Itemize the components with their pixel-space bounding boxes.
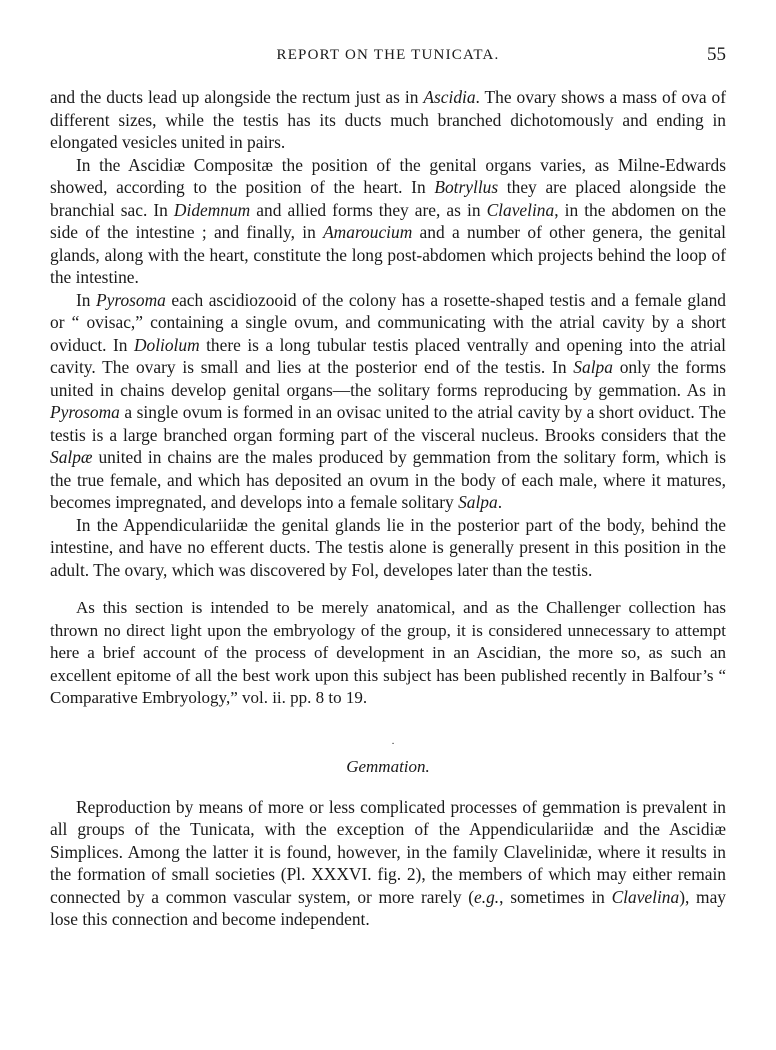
text-run: only the forms united in chains develop genital organs—the solitary forms reproducing by gemmation. As in [50,357,726,400]
text-run: a single ovum is formed in an ovisac united to the atrial cavity by a short oviduct. The testis is a large branched organ forming part of the visceral nucleus. Brooks considers that the [50,402,726,445]
italic-term: Pyrosoma [95,289,166,310]
italic-term: Ascidia [423,87,476,107]
italic-term: Salpa [573,357,613,377]
text-run: and a number of other genera, the genital glands, along with the heart, constitute the long post-abdomen which projects behind the loop of the intestine. [50,222,726,287]
text-run: , in the abdomen on the side of the intestine ; and finally, in [50,199,727,242]
text-run: ), may lose this connection and become independent. [50,886,726,929]
text-run: each ascidiozooid of the colony has a rosette-shaped testis and a female gland or “ ovisac,” containing a single ovum, and communicating with the atrial cavity by a short oviduct. In [50,289,726,355]
section-gap [50,710,726,740]
separator-mark: · [391,738,395,750]
text-run: In the Ascidiæ Compositæ the position of the genital organs varies, as Milne-Edwards showed, according to the position of the heart. In [50,154,726,197]
text-run: united in chains are the males produced by gemmation from the solitary form, which is the true female, and which has deposited an ovum in the body of each male, where it matures, becomes impregnated, and develops into a female solitary [50,447,726,512]
italic-term: Amaroucium [323,222,413,242]
italic-term: Doliolum [133,334,200,355]
text-run: In the Appendiculariidæ the genital glands lie in the posterior part of the body, behind the intestine, and have no efferent ducts. The testis alone is generally present in this position in the adult. The ovary, which was discovered by Fol, developes later than the testis. [50,514,726,580]
italic-term: e.g. [474,886,500,907]
paragraph-gemmation [50,796,726,931]
body-text [50,86,726,931]
italic-term: Didemnum [173,199,251,220]
italic-term: Clavelina [611,886,680,907]
page-number: 55 [707,44,726,65]
text-run: , sometimes in [499,886,612,907]
italic-term: Pyrosoma [50,402,120,422]
italic-term: Salpæ [50,447,93,467]
text-run: . [497,492,503,512]
italic-term: Botryllus [434,177,499,197]
paragraph-appendiculariidae [50,514,726,582]
text-run: they are placed alongside the branchial sac. In [50,177,726,220]
italic-term: Clavelina [486,199,555,220]
italic-term: Salpa [458,492,498,512]
text-run: and allied forms they are, as in [250,199,487,220]
section-heading-gemmation: Gemmation. [346,756,430,776]
paragraph-ducts [50,86,726,154]
text-run: As this section is intended to be merely anatomical, and as the Challenger collection has thrown no direct light upon the embryology of the group, it is considered unnecessary to attempt here a brief account of the process of development in an Ascidian, the more so, as such an excellent epitome of all the best work upon this subject has been published recently in Balfour’s “ Comparative Embryology,” vol. ii. pp. 8 to 19. [50,598,726,707]
paragraph-pyrosoma [50,289,726,514]
paragraph-ascidiae-compositae [50,154,726,289]
running-header [50,44,726,70]
running-title: REPORT ON THE TUNICATA. [276,47,500,63]
paragraph-gap [50,581,726,597]
text-run: Reproduction by means of more or less complicated processes of gemmation is prevalent in all groups of the Tunicata, with the exception of the Appendiculariidæ and the Ascidiæ Simplices. Among the latter it is found, however, in the family Clavelinidæ, where it results in the formation of small societies (Pl. XXXVI. fig. 2), the members of which may either remain connected by a common vascular system, or more rarely ( [50,796,726,907]
paragraph-anatomical-note [50,597,726,710]
text-run: In [76,289,96,310]
text-run: . The ovary shows a mass of ova of different sizes, while the testis has its ducts much branched dichotomously and ending in elongated vesicles united in pairs. [50,87,727,152]
text-run: and the ducts lead up alongside the rectum just as in [50,87,424,107]
text-run: there is a long tubular testis placed ventrally and opening into the atrial cavity. The ovary is small and lies at the posterior end of the testis. In [50,334,726,377]
